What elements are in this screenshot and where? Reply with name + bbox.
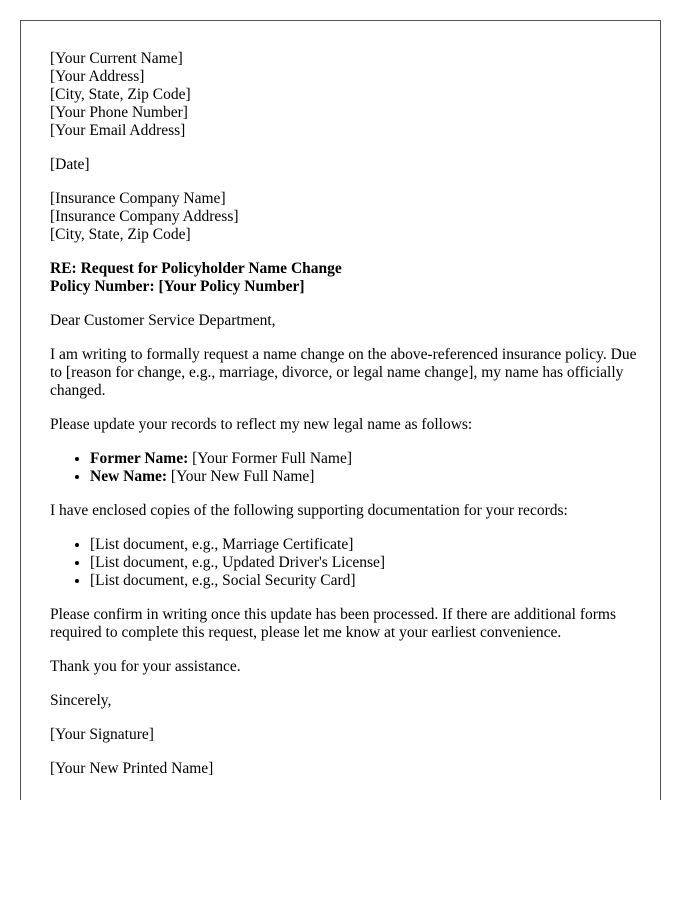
recipient-company: [Insurance Company Name] (50, 190, 226, 207)
list-item-new-name (90, 468, 640, 486)
recipient-block (50, 190, 640, 244)
paragraph-update-records: Please update your records to reflect my new legal name as follows: (50, 416, 473, 433)
new-name-value: [Your New Full Name] (167, 468, 315, 485)
printed-name: [Your New Printed Name] (50, 760, 214, 777)
name-list (50, 450, 640, 486)
recipient-city-state-zip: [City, State, Zip Code] (50, 226, 191, 243)
recipient-address: [Insurance Company Address] (50, 208, 239, 225)
letter-page (20, 20, 661, 800)
signature: [Your Signature] (50, 726, 154, 743)
paragraph-enclosed: I have enclosed copies of the following supporting documentation for your records: (50, 502, 568, 519)
subject-policy-number: Policy Number: [Your Policy Number] (50, 278, 305, 295)
new-name-label: New Name: (90, 468, 168, 485)
paragraph-request: I am writing to formally request a name change on the above-referenced insurance policy. Due to [reason for change, e.g., marriage, divorce, or legal name change], my name has officially changed. (50, 346, 637, 399)
list-item-document: • [List document, e.g., Updated Driver's License] (90, 554, 640, 572)
sender-address: [Your Address] (50, 68, 145, 85)
closing: Sincerely, (50, 692, 112, 709)
sender-block (50, 50, 640, 140)
thank-you: Thank you for your assistance. (50, 658, 241, 675)
list-item-document: • [List document, e.g., Social Security Card] (90, 572, 640, 590)
list-item-document: • [List document, e.g., Marriage Certificate] (90, 536, 640, 554)
subject-block (50, 260, 640, 296)
sender-email: [Your Email Address] (50, 122, 186, 139)
former-name-label: Former Name: (90, 450, 189, 467)
letter-body (50, 50, 640, 794)
former-name-value: [Your Former Full Name] (188, 450, 353, 467)
sender-phone: [Your Phone Number] (50, 104, 188, 121)
salutation: Dear Customer Service Department, (50, 312, 276, 329)
letter-date: [Date] (50, 156, 90, 173)
list-item-former-name (90, 450, 640, 468)
sender-city-state-zip: [City, State, Zip Code] (50, 86, 191, 103)
document-list (50, 536, 640, 590)
paragraph-confirm: Please confirm in writing once this update has been processed. If there are additional forms required to complete this request, please let me know at your earliest convenience. (50, 606, 616, 641)
sender-name: [Your Current Name] (50, 50, 183, 67)
date-block (50, 156, 640, 174)
subject-re: RE: Request for Policyholder Name Change (50, 260, 342, 277)
